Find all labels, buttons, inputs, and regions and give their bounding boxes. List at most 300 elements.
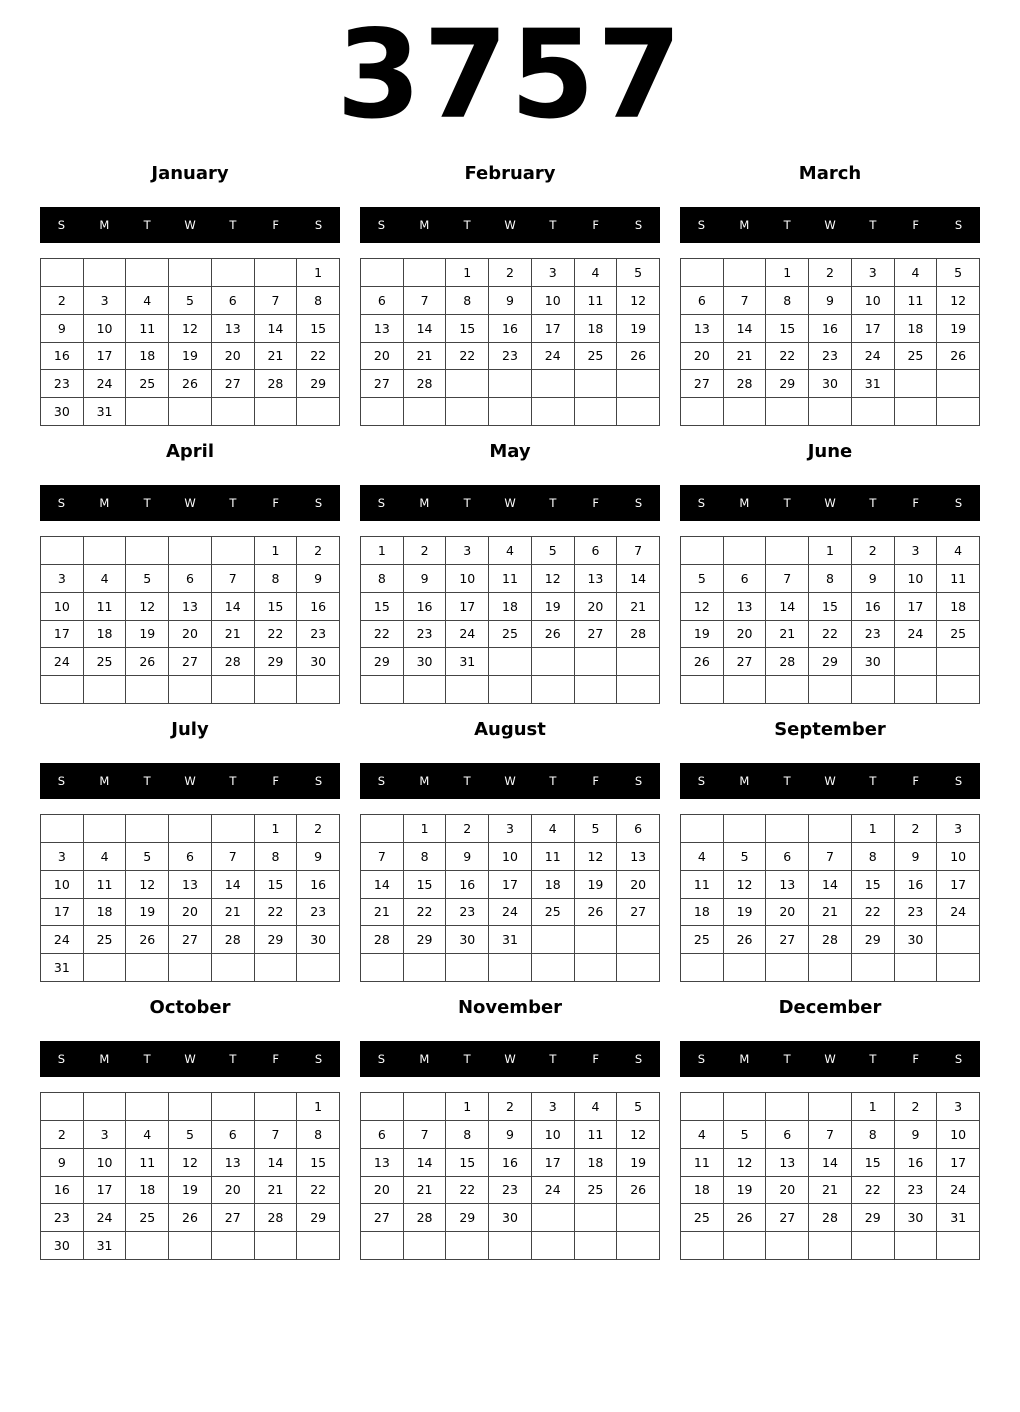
empty-day-cell: [575, 1232, 618, 1260]
empty-day-cell: [681, 676, 724, 704]
empty-day-cell: [212, 398, 255, 426]
weekday-label: S: [377, 218, 386, 232]
day-cell: 20: [724, 621, 767, 649]
day-cell: 2: [809, 259, 852, 287]
day-cell: 1: [446, 259, 489, 287]
day-cell: 30: [41, 398, 84, 426]
day-cell: 3: [84, 287, 127, 315]
empty-day-cell: [212, 815, 255, 843]
empty-day-cell: [446, 676, 489, 704]
day-cell: 26: [617, 343, 660, 371]
day-cell: 15: [766, 315, 809, 343]
day-cell: 30: [809, 370, 852, 398]
day-cell: 31: [41, 954, 84, 982]
day-cell: 1: [297, 1093, 340, 1121]
day-cell: 12: [617, 1121, 660, 1149]
empty-day-cell: [617, 648, 660, 676]
day-cell: 22: [446, 343, 489, 371]
day-cell: 23: [446, 899, 489, 927]
day-cell: 11: [84, 593, 127, 621]
day-cell: 26: [575, 899, 618, 927]
day-cell: 8: [852, 843, 895, 871]
empty-day-cell: [937, 648, 980, 676]
day-cell: 1: [852, 1093, 895, 1121]
empty-day-cell: [404, 259, 447, 287]
day-cell: 30: [852, 648, 895, 676]
day-cell: 2: [852, 537, 895, 565]
weekday-label: F: [912, 496, 920, 510]
day-cell: 16: [895, 871, 938, 899]
day-cell: 26: [724, 926, 767, 954]
weekday-label: S: [634, 774, 643, 788]
empty-day-cell: [446, 370, 489, 398]
empty-day-cell: [41, 537, 84, 565]
day-cell: 31: [852, 370, 895, 398]
day-cell: 5: [937, 259, 980, 287]
empty-day-cell: [212, 954, 255, 982]
empty-day-cell: [809, 954, 852, 982]
weekday-label: F: [912, 218, 920, 232]
day-cell: 11: [575, 1121, 618, 1149]
empty-day-cell: [617, 398, 660, 426]
day-cell: 27: [361, 370, 404, 398]
day-cell: 10: [446, 565, 489, 593]
day-cell: 24: [532, 1177, 575, 1205]
empty-day-cell: [169, 815, 212, 843]
empty-day-cell: [361, 1232, 404, 1260]
weekday-label: S: [954, 496, 963, 510]
empty-day-cell: [361, 1093, 404, 1121]
day-cell: 12: [937, 287, 980, 315]
day-cell: 25: [681, 926, 724, 954]
day-cell: 7: [809, 1121, 852, 1149]
empty-day-cell: [297, 676, 340, 704]
empty-day-cell: [575, 648, 618, 676]
day-cell: 2: [489, 259, 532, 287]
day-cell: 16: [852, 593, 895, 621]
day-cell: 21: [809, 899, 852, 927]
day-cell: 9: [446, 843, 489, 871]
empty-day-cell: [297, 398, 340, 426]
weekday-label: S: [634, 218, 643, 232]
empty-day-cell: [766, 537, 809, 565]
weekday-label: S: [377, 1052, 386, 1066]
weekday-label: S: [697, 1052, 706, 1066]
weekday-label: S: [697, 218, 706, 232]
weekday-label: M: [419, 774, 430, 788]
day-cell: 8: [255, 843, 298, 871]
empty-day-cell: [404, 398, 447, 426]
day-cell: 12: [126, 593, 169, 621]
day-cell: 7: [404, 1121, 447, 1149]
day-cell: 11: [681, 1149, 724, 1177]
day-grid: [40, 814, 340, 982]
empty-day-cell: [489, 676, 532, 704]
day-cell: 18: [84, 899, 127, 927]
day-cell: 19: [126, 621, 169, 649]
weekday-label: S: [697, 496, 706, 510]
day-cell: 25: [126, 370, 169, 398]
empty-day-cell: [895, 370, 938, 398]
empty-day-cell: [446, 954, 489, 982]
weekday-label: M: [739, 774, 750, 788]
day-cell: 9: [41, 315, 84, 343]
day-cell: 24: [937, 899, 980, 927]
day-cell: 16: [489, 1149, 532, 1177]
day-cell: 4: [84, 843, 127, 871]
day-cell: 22: [297, 1177, 340, 1205]
day-cell: 14: [255, 315, 298, 343]
day-cell: 25: [575, 1177, 618, 1205]
empty-day-cell: [212, 259, 255, 287]
day-cell: 25: [532, 899, 575, 927]
weekday-label: F: [592, 774, 600, 788]
empty-day-cell: [617, 676, 660, 704]
day-cell: 28: [809, 1204, 852, 1232]
day-cell: 2: [446, 815, 489, 843]
day-cell: 10: [532, 1121, 575, 1149]
empty-day-cell: [255, 1093, 298, 1121]
day-cell: 17: [895, 593, 938, 621]
day-cell: 12: [575, 843, 618, 871]
weekday-label: T: [229, 218, 237, 232]
empty-day-cell: [169, 1232, 212, 1260]
empty-day-cell: [255, 398, 298, 426]
day-cell: 29: [297, 1204, 340, 1232]
empty-day-cell: [41, 815, 84, 843]
day-cell: 29: [766, 370, 809, 398]
day-cell: 18: [84, 621, 127, 649]
day-cell: 29: [255, 926, 298, 954]
weekday-label: T: [143, 774, 151, 788]
day-cell: 4: [681, 843, 724, 871]
day-cell: 6: [212, 287, 255, 315]
day-cell: 9: [297, 565, 340, 593]
day-cell: 8: [255, 565, 298, 593]
day-cell: 17: [532, 315, 575, 343]
empty-day-cell: [575, 1204, 618, 1232]
day-cell: 6: [361, 287, 404, 315]
weekday-label: T: [549, 1052, 557, 1066]
day-cell: 31: [446, 648, 489, 676]
day-cell: 26: [126, 648, 169, 676]
weekday-header: [680, 485, 980, 521]
day-cell: 19: [724, 1177, 767, 1205]
day-cell: 21: [255, 1177, 298, 1205]
day-cell: 3: [446, 537, 489, 565]
day-cell: 28: [617, 621, 660, 649]
empty-day-cell: [895, 676, 938, 704]
day-cell: 21: [212, 621, 255, 649]
empty-day-cell: [681, 259, 724, 287]
day-cell: 28: [404, 370, 447, 398]
empty-day-cell: [404, 676, 447, 704]
day-cell: 20: [169, 899, 212, 927]
day-grid: [360, 258, 660, 426]
day-cell: 6: [361, 1121, 404, 1149]
day-cell: 16: [297, 871, 340, 899]
day-cell: 10: [489, 843, 532, 871]
day-cell: 20: [617, 871, 660, 899]
day-cell: 15: [404, 871, 447, 899]
day-cell: 9: [895, 1121, 938, 1149]
day-cell: 4: [895, 259, 938, 287]
day-cell: 19: [681, 621, 724, 649]
empty-day-cell: [724, 1232, 767, 1260]
weekday-label: S: [57, 218, 66, 232]
weekday-label: S: [57, 1052, 66, 1066]
month-name: September: [774, 719, 886, 740]
day-cell: 31: [84, 1232, 127, 1260]
day-cell: 10: [937, 1121, 980, 1149]
day-cell: 25: [681, 1204, 724, 1232]
day-cell: 10: [937, 843, 980, 871]
day-cell: 13: [212, 1149, 255, 1177]
day-cell: 29: [852, 926, 895, 954]
weekday-label: T: [229, 774, 237, 788]
weekday-label: S: [57, 496, 66, 510]
day-cell: 23: [895, 899, 938, 927]
day-cell: 20: [361, 343, 404, 371]
day-cell: 18: [126, 1177, 169, 1205]
weekday-header: [360, 1041, 660, 1077]
day-cell: 8: [404, 843, 447, 871]
empty-day-cell: [404, 1232, 447, 1260]
day-cell: 18: [532, 871, 575, 899]
empty-day-cell: [169, 954, 212, 982]
day-cell: 22: [255, 899, 298, 927]
empty-day-cell: [617, 1204, 660, 1232]
day-cell: 30: [297, 926, 340, 954]
empty-day-cell: [532, 676, 575, 704]
day-cell: 23: [489, 343, 532, 371]
day-cell: 4: [126, 287, 169, 315]
empty-day-cell: [766, 1232, 809, 1260]
day-cell: 21: [361, 899, 404, 927]
weekday-label: M: [419, 1052, 430, 1066]
day-cell: 24: [84, 370, 127, 398]
weekday-header: [680, 207, 980, 243]
weekday-label: F: [592, 1052, 600, 1066]
day-cell: 10: [84, 1149, 127, 1177]
day-cell: 26: [169, 370, 212, 398]
empty-day-cell: [212, 676, 255, 704]
weekday-label: S: [697, 774, 706, 788]
day-cell: 7: [212, 843, 255, 871]
day-cell: 28: [766, 648, 809, 676]
day-grid: [680, 1092, 980, 1260]
day-cell: 19: [169, 1177, 212, 1205]
empty-day-cell: [255, 676, 298, 704]
day-cell: 13: [681, 315, 724, 343]
empty-day-cell: [489, 398, 532, 426]
empty-day-cell: [681, 815, 724, 843]
day-cell: 10: [84, 315, 127, 343]
day-cell: 29: [446, 1204, 489, 1232]
empty-day-cell: [617, 1232, 660, 1260]
day-cell: 20: [212, 343, 255, 371]
day-cell: 28: [809, 926, 852, 954]
day-cell: 19: [575, 871, 618, 899]
empty-day-cell: [809, 1093, 852, 1121]
day-cell: 1: [852, 815, 895, 843]
empty-day-cell: [255, 1232, 298, 1260]
empty-day-cell: [766, 1093, 809, 1121]
day-cell: 11: [895, 287, 938, 315]
empty-day-cell: [126, 954, 169, 982]
day-cell: 16: [297, 593, 340, 621]
day-cell: 3: [937, 1093, 980, 1121]
day-cell: 29: [809, 648, 852, 676]
day-cell: 21: [766, 621, 809, 649]
empty-day-cell: [681, 398, 724, 426]
day-cell: 23: [809, 343, 852, 371]
weekday-header: [40, 763, 340, 799]
day-cell: 18: [681, 899, 724, 927]
day-cell: 23: [297, 899, 340, 927]
empty-day-cell: [575, 398, 618, 426]
weekday-label: S: [634, 496, 643, 510]
empty-day-cell: [361, 676, 404, 704]
day-cell: 8: [446, 1121, 489, 1149]
day-cell: 2: [895, 815, 938, 843]
day-cell: 26: [617, 1177, 660, 1205]
day-cell: 13: [575, 565, 618, 593]
day-cell: 22: [852, 899, 895, 927]
day-cell: 13: [766, 871, 809, 899]
day-cell: 4: [681, 1121, 724, 1149]
day-cell: 22: [766, 343, 809, 371]
day-cell: 10: [895, 565, 938, 593]
day-cell: 4: [575, 259, 618, 287]
day-cell: 22: [404, 899, 447, 927]
day-cell: 23: [404, 621, 447, 649]
empty-day-cell: [766, 676, 809, 704]
month-name: June: [807, 441, 853, 462]
day-cell: 7: [766, 565, 809, 593]
empty-day-cell: [126, 815, 169, 843]
day-cell: 28: [404, 1204, 447, 1232]
day-cell: 1: [766, 259, 809, 287]
empty-day-cell: [532, 1204, 575, 1232]
day-cell: 7: [212, 565, 255, 593]
empty-day-cell: [617, 370, 660, 398]
day-cell: 7: [361, 843, 404, 871]
day-cell: 20: [575, 593, 618, 621]
empty-day-cell: [852, 398, 895, 426]
day-cell: 3: [532, 259, 575, 287]
weekday-label: M: [99, 218, 110, 232]
day-cell: 24: [41, 648, 84, 676]
weekday-label: T: [143, 1052, 151, 1066]
day-cell: 5: [724, 1121, 767, 1149]
empty-day-cell: [724, 676, 767, 704]
day-cell: 1: [361, 537, 404, 565]
day-cell: 12: [532, 565, 575, 593]
day-cell: 30: [297, 648, 340, 676]
day-cell: 23: [41, 1204, 84, 1232]
day-cell: 7: [404, 287, 447, 315]
empty-day-cell: [575, 676, 618, 704]
day-cell: 6: [766, 1121, 809, 1149]
empty-day-cell: [937, 1232, 980, 1260]
day-cell: 17: [84, 343, 127, 371]
day-cell: 1: [404, 815, 447, 843]
weekday-header: [40, 485, 340, 521]
day-cell: 26: [126, 926, 169, 954]
day-cell: 27: [575, 621, 618, 649]
empty-day-cell: [766, 954, 809, 982]
weekday-label: M: [99, 774, 110, 788]
day-cell: 15: [446, 1149, 489, 1177]
day-cell: 23: [852, 621, 895, 649]
day-cell: 21: [724, 343, 767, 371]
empty-day-cell: [681, 1093, 724, 1121]
weekday-label: T: [143, 496, 151, 510]
day-cell: 16: [404, 593, 447, 621]
weekday-label: T: [783, 218, 791, 232]
day-cell: 3: [937, 815, 980, 843]
day-cell: 7: [255, 1121, 298, 1149]
weekday-label: T: [549, 774, 557, 788]
day-cell: 17: [41, 899, 84, 927]
empty-day-cell: [126, 537, 169, 565]
empty-day-cell: [937, 954, 980, 982]
day-cell: 9: [852, 565, 895, 593]
weekday-label: T: [783, 496, 791, 510]
day-cell: 17: [489, 871, 532, 899]
weekday-label: F: [272, 218, 280, 232]
weekday-label: S: [314, 774, 323, 788]
weekday-label: M: [99, 1052, 110, 1066]
empty-day-cell: [84, 259, 127, 287]
day-cell: 25: [84, 926, 127, 954]
empty-day-cell: [809, 676, 852, 704]
day-cell: 28: [212, 926, 255, 954]
weekday-label: S: [954, 218, 963, 232]
weekday-label: F: [272, 496, 280, 510]
day-cell: 5: [617, 1093, 660, 1121]
day-cell: 8: [361, 565, 404, 593]
day-cell: 2: [41, 287, 84, 315]
weekday-label: S: [954, 774, 963, 788]
empty-day-cell: [766, 398, 809, 426]
day-cell: 11: [532, 843, 575, 871]
day-cell: 3: [84, 1121, 127, 1149]
weekday-label: W: [824, 1052, 836, 1066]
day-cell: 15: [255, 871, 298, 899]
day-cell: 20: [766, 899, 809, 927]
day-grid: [360, 814, 660, 982]
day-cell: 26: [532, 621, 575, 649]
day-cell: 4: [126, 1121, 169, 1149]
day-cell: 5: [169, 1121, 212, 1149]
day-cell: 24: [84, 1204, 127, 1232]
empty-day-cell: [681, 1232, 724, 1260]
weekday-label: T: [869, 218, 877, 232]
day-cell: 21: [617, 593, 660, 621]
empty-day-cell: [255, 954, 298, 982]
month-name: April: [165, 441, 215, 462]
day-cell: 24: [937, 1177, 980, 1205]
day-cell: 27: [169, 926, 212, 954]
weekday-label: T: [463, 774, 471, 788]
day-cell: 16: [41, 343, 84, 371]
day-grid: [40, 258, 340, 426]
day-cell: 6: [169, 843, 212, 871]
day-cell: 29: [404, 926, 447, 954]
month-name: January: [151, 163, 229, 184]
